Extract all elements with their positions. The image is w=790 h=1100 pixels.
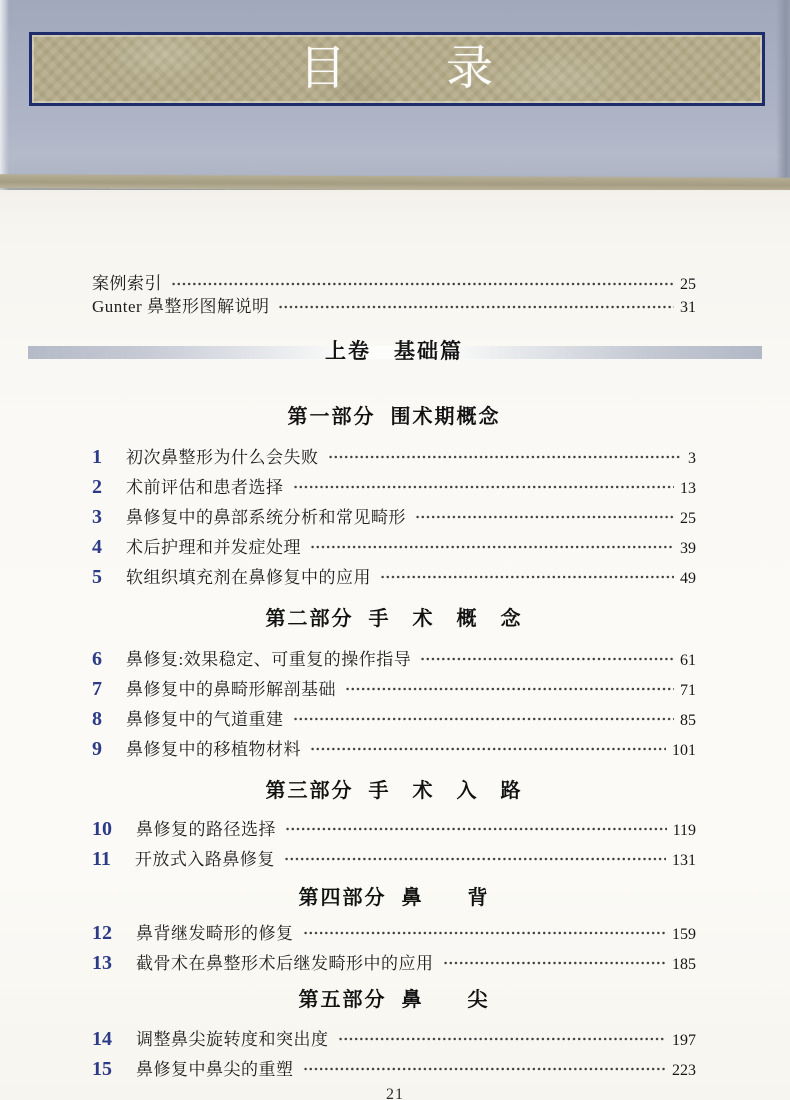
chapter-title: 术后护理和并发症处理 bbox=[126, 538, 301, 557]
part-header bbox=[92, 884, 696, 912]
toc-part-section bbox=[92, 986, 696, 1084]
chapter-row bbox=[92, 734, 696, 764]
part-label: 第三部分 bbox=[265, 780, 354, 802]
part-label: 第四部分 bbox=[298, 887, 387, 909]
volume-title: 上卷 基础篇 bbox=[325, 340, 463, 363]
dot-leader bbox=[285, 827, 667, 831]
chapter-page-number: 223 bbox=[672, 1062, 696, 1079]
chapter-page-number: 49 bbox=[680, 570, 696, 587]
chapter-row bbox=[92, 442, 696, 472]
chapter-row bbox=[92, 948, 696, 978]
chapter-row bbox=[92, 674, 696, 704]
entry-title: 案例索引 bbox=[92, 274, 162, 293]
toc-part-section bbox=[92, 884, 696, 978]
front-matter-row bbox=[92, 295, 696, 318]
chapter-page-number: 197 bbox=[672, 1032, 696, 1049]
dot-leader bbox=[310, 747, 666, 751]
dot-leader bbox=[415, 515, 674, 519]
chapter-number: 14 bbox=[92, 1028, 112, 1050]
chapter-number: 15 bbox=[92, 1058, 112, 1080]
chapter-title: 鼻背继发畸形的修复 bbox=[136, 924, 294, 943]
chapter-page-number: 3 bbox=[688, 450, 696, 467]
page-title: 目 录 bbox=[299, 42, 495, 95]
chapter-title: 术前评估和患者选择 bbox=[126, 478, 284, 497]
chapter-title: 初次鼻整形为什么会失败 bbox=[126, 448, 319, 467]
chapter-row bbox=[92, 814, 696, 844]
toc-content bbox=[0, 190, 790, 1084]
chapter-title: 调整鼻尖旋转度和突出度 bbox=[136, 1030, 329, 1049]
chapter-row bbox=[92, 502, 696, 532]
chapter-title: 开放式入路鼻修复 bbox=[134, 850, 275, 869]
part-header bbox=[92, 605, 696, 633]
chapter-number: 10 bbox=[92, 818, 112, 840]
chapter-number: 3 bbox=[92, 506, 102, 528]
dot-leader bbox=[293, 485, 675, 489]
part-title: 围术期概念 bbox=[390, 406, 501, 428]
chapter-row bbox=[92, 644, 696, 674]
front-matter-row bbox=[92, 272, 696, 295]
dot-leader bbox=[310, 545, 674, 549]
chapter-number: 2 bbox=[92, 476, 102, 498]
chapter-number: 4 bbox=[92, 536, 102, 558]
chapter-number: 5 bbox=[92, 566, 102, 588]
photo-right-edge bbox=[776, 0, 790, 190]
chapter-page-number: 85 bbox=[680, 712, 696, 729]
chapter-row bbox=[92, 1054, 696, 1084]
chapter-row bbox=[92, 1024, 696, 1054]
part-label: 第二部分 bbox=[265, 608, 354, 630]
part-label: 第五部分 bbox=[298, 989, 387, 1011]
chapter-page-number: 101 bbox=[672, 742, 696, 759]
chapter-number: 9 bbox=[92, 738, 102, 760]
chapter-page-number: 131 bbox=[672, 852, 696, 869]
dot-leader bbox=[278, 305, 674, 309]
toc-part-section bbox=[92, 605, 696, 764]
toc-page bbox=[0, 190, 790, 1100]
part-title: 手 术 概 念 bbox=[368, 608, 523, 630]
chapter-number: 1 bbox=[92, 446, 102, 468]
chapter-page-number: 185 bbox=[672, 956, 696, 973]
chapter-page-number: 71 bbox=[680, 682, 696, 699]
dot-leader bbox=[293, 717, 675, 721]
chapter-page-number: 25 bbox=[680, 510, 696, 527]
front-matter bbox=[92, 272, 696, 318]
chapter-title: 鼻修复中的鼻畸形解剖基础 bbox=[126, 680, 336, 699]
chapter-list bbox=[92, 442, 696, 592]
dot-leader bbox=[171, 282, 674, 286]
chapter-number: 6 bbox=[92, 648, 102, 670]
dot-leader bbox=[284, 857, 666, 861]
chapter-row bbox=[92, 844, 696, 874]
cover-header-band bbox=[0, 0, 790, 190]
chapter-list bbox=[92, 918, 696, 978]
volume-divider bbox=[92, 337, 696, 367]
toc-part-section bbox=[92, 403, 696, 592]
chapter-title: 鼻修复中的鼻部系统分析和常见畸形 bbox=[126, 508, 406, 527]
part-title: 鼻 尖 bbox=[401, 989, 490, 1011]
part-header bbox=[92, 986, 696, 1014]
part-header bbox=[92, 777, 696, 805]
entry-page-number: 25 bbox=[680, 276, 696, 293]
part-label: 第一部分 bbox=[287, 406, 376, 428]
chapter-page-number: 61 bbox=[680, 652, 696, 669]
toc-title-banner bbox=[29, 32, 765, 106]
chapter-page-number: 39 bbox=[680, 540, 696, 557]
dot-leader bbox=[443, 961, 667, 965]
chapter-number: 12 bbox=[92, 922, 112, 944]
chapter-list bbox=[92, 1024, 696, 1084]
entry-title: Gunter 鼻整形图解说明 bbox=[92, 297, 270, 316]
parts bbox=[92, 403, 696, 1084]
chapter-number: 8 bbox=[92, 708, 102, 730]
chapter-title: 鼻修复:效果稳定、可重复的操作指导 bbox=[126, 650, 412, 669]
chapter-row bbox=[92, 562, 696, 592]
dot-leader bbox=[345, 687, 674, 691]
entry-page-number: 31 bbox=[680, 299, 696, 316]
chapter-row bbox=[92, 472, 696, 502]
chapter-page-number: 119 bbox=[672, 822, 696, 839]
chapter-row bbox=[92, 918, 696, 948]
photo-left-edge bbox=[0, 0, 9, 190]
chapter-title: 鼻修复中鼻尖的重塑 bbox=[136, 1060, 294, 1079]
chapter-title: 鼻修复中的移植物材料 bbox=[126, 740, 301, 759]
chapter-list bbox=[92, 814, 696, 874]
chapter-row bbox=[92, 704, 696, 734]
folio-page-number: 21 bbox=[386, 1086, 404, 1100]
chapter-number: 7 bbox=[92, 678, 102, 700]
part-title: 鼻 背 bbox=[401, 887, 490, 909]
chapter-title: 鼻修复的路径选择 bbox=[136, 820, 276, 839]
chapter-title: 鼻修复中的气道重建 bbox=[126, 710, 284, 729]
chapter-number: 11 bbox=[92, 848, 111, 870]
chapter-row bbox=[92, 532, 696, 562]
dot-leader bbox=[303, 931, 667, 935]
chapter-title: 软组织填充剂在鼻修复中的应用 bbox=[126, 568, 371, 587]
toc-part-section bbox=[92, 777, 696, 874]
part-title: 手 术 入 路 bbox=[368, 780, 523, 802]
dot-leader bbox=[328, 455, 683, 459]
chapter-page-number: 13 bbox=[680, 480, 696, 497]
dot-leader bbox=[420, 657, 674, 661]
dot-leader bbox=[303, 1067, 667, 1071]
chapter-title: 截骨术在鼻整形术后继发畸形中的应用 bbox=[136, 954, 434, 973]
chapter-number: 13 bbox=[92, 952, 112, 974]
dot-leader bbox=[380, 575, 674, 579]
chapter-list bbox=[92, 644, 696, 764]
part-header bbox=[92, 403, 696, 431]
dot-leader bbox=[338, 1037, 667, 1041]
chapter-page-number: 159 bbox=[672, 926, 696, 943]
